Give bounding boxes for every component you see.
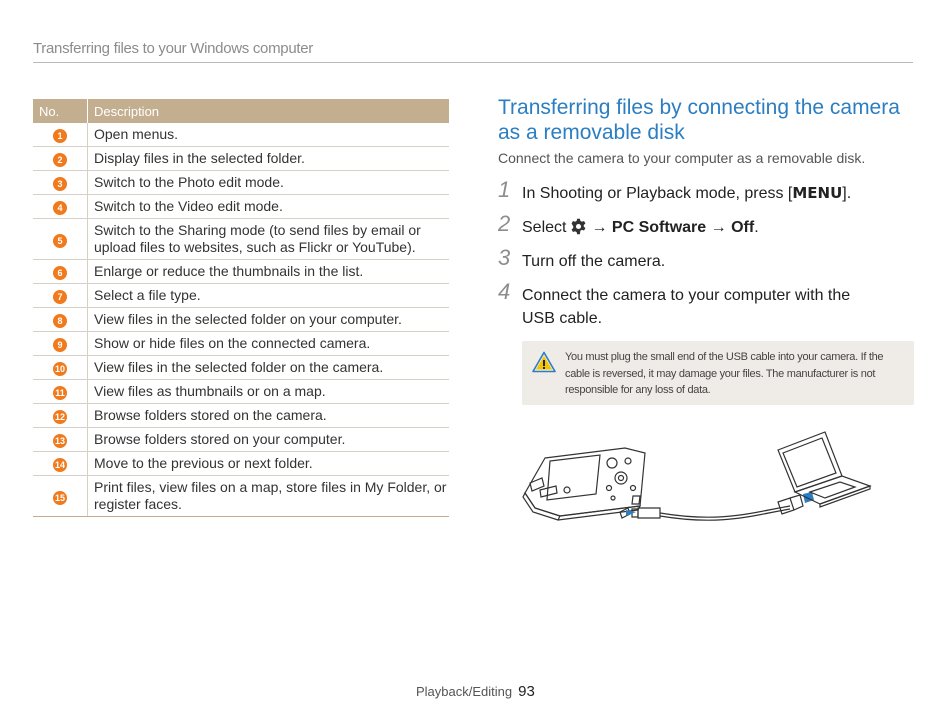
row-description: Show or hide files on the connected camera.: [88, 332, 450, 356]
camera-usb-laptop-illustration: [520, 428, 880, 538]
step-text-part: In Shooting or Playback mode, press [: [522, 185, 793, 202]
number-badge: 15: [54, 492, 65, 503]
step-number: 1: [498, 177, 511, 202]
arrow-icon: →: [591, 219, 608, 236]
menu-option-off: Off: [731, 219, 755, 236]
menu-key-label: MENU: [792, 184, 843, 202]
step-number: 2: [498, 211, 511, 236]
caution-text: You must plug the small end of the USB cable into your camera. If the cable is reversed, it may damage your files. The manufacturer is not responsible for any loss of data.: [565, 351, 884, 396]
table-row: [33, 260, 449, 284]
number-badge: 3: [53, 177, 67, 191]
arrow-icon: →: [710, 219, 727, 236]
step-text: [522, 216, 922, 242]
row-description: View files as thumbnails or on a map.: [88, 380, 450, 404]
row-description: Select a file type.: [88, 284, 450, 308]
table-row: [33, 452, 449, 476]
row-description: Open menus.: [88, 123, 450, 147]
description-table: [33, 99, 449, 517]
number-badge: 9: [53, 338, 67, 352]
table-row: [33, 332, 449, 356]
table-row: [33, 147, 449, 171]
page-footer: [416, 683, 535, 700]
step-text-line: Connect the camera to your computer with the: [522, 287, 851, 304]
table-row: [33, 284, 449, 308]
table-row: [33, 171, 449, 195]
table-row: [33, 308, 449, 332]
table-row: [33, 476, 449, 517]
gear-icon: [570, 218, 587, 242]
row-description: Browse folders stored on the camera.: [88, 404, 450, 428]
number-badge: 2: [53, 153, 67, 167]
step-text-line: USB cable.: [522, 310, 603, 327]
table-header-no: No.: [33, 99, 88, 123]
table-row: [33, 380, 449, 404]
table-row: [33, 123, 449, 147]
number-badge: 13: [54, 436, 65, 446]
row-description: Enlarge or reduce the thumbnails in the list.: [88, 260, 450, 284]
section-title: Transferring files by connecting the camera as a removable disk: [498, 96, 900, 144]
warning-triangle-icon: [532, 351, 556, 378]
header-divider: [33, 62, 913, 63]
row-description: View files in the selected folder on your computer.: [88, 308, 450, 332]
row-description: Switch to the Sharing mode (to send files by email or upload files to websites, such as Flickr or YouTube).: [88, 219, 450, 260]
step-number: 3: [498, 245, 511, 270]
step-text-part: ].: [842, 185, 852, 202]
step-number: 4: [498, 279, 511, 304]
caution-box: [522, 341, 914, 405]
section-intro: Connect the camera to your computer as a removable disk.: [498, 150, 866, 166]
table-row: [33, 195, 449, 219]
page-header-title: Transferring files to your Windows computer: [33, 40, 313, 57]
step-text-part: Select: [522, 219, 567, 236]
number-badge: 10: [54, 364, 65, 374]
row-description: Move to the previous or next folder.: [88, 452, 450, 476]
page-number: 93: [518, 683, 535, 700]
row-description: View files in the selected folder on the camera.: [88, 356, 450, 380]
step-text: Turn off the camera.: [522, 253, 666, 270]
step-text: [522, 284, 922, 330]
number-badge: 6: [53, 266, 67, 280]
row-description: Display files in the selected folder.: [88, 147, 450, 171]
footer-section-name: Playback/Editing: [416, 684, 513, 699]
row-description: Switch to the Photo edit mode.: [88, 171, 450, 195]
table-row: [33, 219, 449, 260]
step-text-part: .: [754, 219, 759, 236]
row-description: Print files, view files on a map, store files in My Folder, or register faces.: [88, 476, 450, 517]
number-badge: 4: [53, 201, 67, 215]
table-row: [33, 356, 449, 380]
table-row: [33, 428, 449, 452]
step-text: [522, 182, 922, 205]
row-description: Browse folders stored on your computer.: [88, 428, 450, 452]
number-badge: 14: [54, 460, 65, 470]
number-badge: 12: [54, 412, 65, 422]
number-badge: 1: [53, 129, 67, 143]
number-badge: 8: [53, 314, 67, 328]
row-description: Switch to the Video edit mode.: [88, 195, 450, 219]
number-badge: 7: [53, 290, 67, 304]
number-badge: 11: [53, 386, 67, 400]
menu-item-pc-software: PC Software: [611, 219, 707, 236]
table-header-row: [33, 99, 449, 123]
table-header-description: Description: [88, 99, 450, 123]
table-row: [33, 404, 449, 428]
number-badge: 5: [53, 234, 67, 248]
